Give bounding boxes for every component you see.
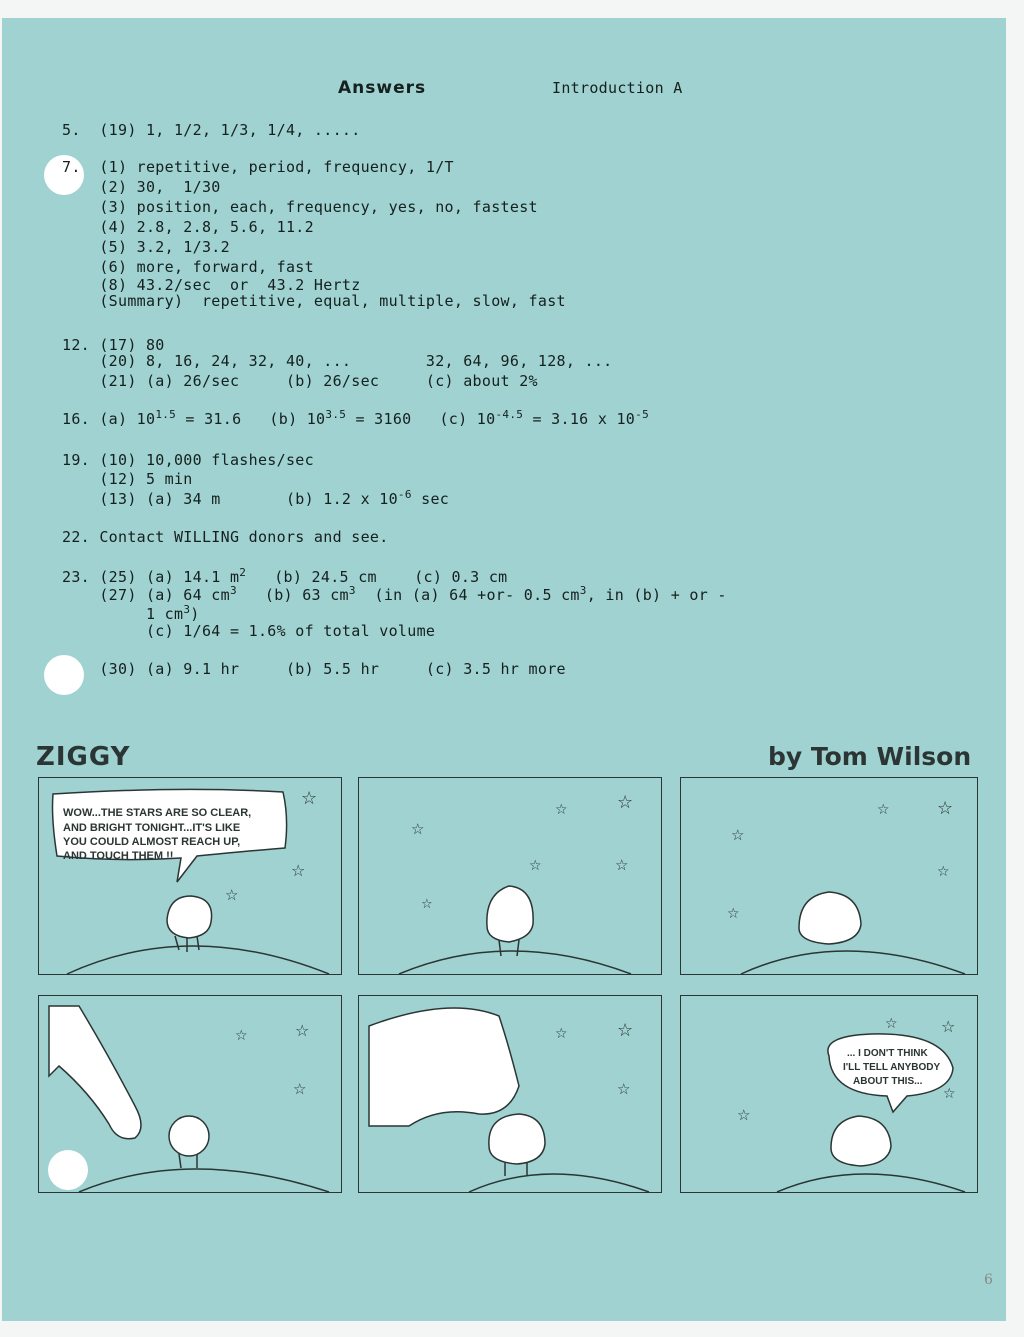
star-icon: ☆ <box>617 1080 631 1098</box>
exponent: 1.5 <box>155 408 177 421</box>
answer-line-segment: sec <box>411 490 450 508</box>
panel-art <box>359 996 661 1192</box>
panel-art <box>39 778 341 974</box>
star-icon: ☆ <box>885 1016 898 1032</box>
panel-art <box>681 996 977 1192</box>
star-icon: ☆ <box>941 1017 956 1036</box>
star-icon: ☆ <box>421 897 433 912</box>
star-icon: ☆ <box>225 886 239 904</box>
comic-panel-6 <box>680 995 978 1193</box>
balloon-line: ... I DON'T THINK <box>847 1048 928 1059</box>
panel-art <box>681 778 977 974</box>
star-icon: ☆ <box>529 858 542 874</box>
ziggy-character <box>799 892 861 944</box>
answer-line-27 <box>62 584 727 604</box>
star-icon: ☆ <box>937 864 950 880</box>
star-icon: ☆ <box>943 1086 956 1102</box>
answer-line: 5. (19) 1, 1/2, 1/3, 1/4, ..... <box>62 121 361 139</box>
answer-line: (4) 2.8, 2.8, 5.6, 11.2 <box>62 218 314 236</box>
answer-line-segment: (b) 63 cm <box>236 586 349 604</box>
star-icon: ☆ <box>617 792 634 813</box>
exponent: 3.5 <box>325 408 347 421</box>
ziggy-character <box>169 1116 209 1168</box>
star-icon: ☆ <box>737 1106 751 1124</box>
answer-line-segment: , in (b) + or - <box>586 586 727 604</box>
answer-line: 12. (17) 80 <box>62 336 165 354</box>
answer-line-27-cont <box>62 603 200 623</box>
hill <box>399 951 631 974</box>
answer-line: 22. Contact WILLING donors and see. <box>62 528 389 546</box>
star-icon: ☆ <box>731 826 745 844</box>
answer-line: (8) 43.2/sec or 43.2 Hertz <box>62 276 361 294</box>
answer-line: 19. (10) 10,000 flashes/sec <box>62 451 314 469</box>
exponent: 3 <box>348 584 356 597</box>
hill <box>469 1174 649 1192</box>
answer-line-segment: 16. (a) 10 <box>62 410 156 428</box>
star-icon: ☆ <box>727 906 740 922</box>
balloon-line: YOU COULD ALMOST REACH UP, <box>63 836 241 848</box>
answer-line-25 <box>62 566 508 586</box>
answer-line: (2) 30, 1/30 <box>62 178 221 196</box>
answer-line: (3) position, each, frequency, yes, no, fastest <box>62 198 538 216</box>
giant-finger <box>49 1006 141 1139</box>
comic-panel-4 <box>38 995 342 1193</box>
ziggy-character <box>831 1116 891 1166</box>
panel-art <box>359 778 661 974</box>
ziggy-character <box>167 896 212 952</box>
hill <box>67 946 329 974</box>
hill <box>79 1169 329 1192</box>
answer-line-segment: (in (a) 64 +or- 0.5 cm <box>355 586 580 604</box>
answer-line: (20) 8, 16, 24, 32, 40, ... 32, 64, 96, 128, ... <box>62 352 613 370</box>
star-icon: ☆ <box>235 1028 248 1044</box>
answer-line: 7. (1) repetitive, period, frequency, 1/T <box>62 158 454 176</box>
comic-panel-5 <box>358 995 662 1193</box>
answer-line-13 <box>62 488 449 508</box>
answer-line: (c) 1/64 = 1.6% of total volume <box>62 622 436 640</box>
comic-title: ZIGGY <box>36 742 131 772</box>
star-icon: ☆ <box>937 798 954 819</box>
exponent: 3 <box>579 584 587 597</box>
answer-line-segment: 23. (25) (a) 14.1 m <box>62 568 240 586</box>
star-icon: ☆ <box>555 1026 568 1042</box>
exponent: -6 <box>397 488 412 501</box>
answer-line-segment: ) <box>190 605 200 623</box>
star-icon: ☆ <box>555 802 568 818</box>
balloon-line: AND BRIGHT TONIGHT...IT'S LIKE <box>63 822 241 834</box>
balloon-line: ABOUT THIS... <box>853 1076 923 1087</box>
page-subtitle: Introduction A <box>552 79 683 97</box>
answer-line-segment: 1 cm <box>62 605 184 623</box>
star-icon: ☆ <box>411 820 425 838</box>
star-icon: ☆ <box>301 788 318 809</box>
ziggy-character <box>487 886 533 956</box>
hill <box>741 951 965 974</box>
answer-line: (30) (a) 9.1 hr (b) 5.5 hr (c) 3.5 hr more <box>62 660 566 678</box>
exponent: -5 <box>635 408 650 421</box>
answer-line-segment: = 31.6 (b) 10 <box>176 410 326 428</box>
answer-line-segment: = 3160 (c) 10 <box>346 410 496 428</box>
comic-panel-1 <box>38 777 342 975</box>
answer-line-segment: = 3.16 x 10 <box>523 410 636 428</box>
ziggy-character <box>489 1114 545 1176</box>
page-number: 6 <box>984 1272 993 1288</box>
balloon-line: I'LL TELL ANYBODY <box>843 1062 941 1073</box>
answer-line: (21) (a) 26/sec (b) 26/sec (c) about 2% <box>62 372 538 390</box>
answer-line-segment: (27) (a) 64 cm <box>62 586 230 604</box>
balloon-line: WOW...THE STARS ARE SO CLEAR, <box>63 807 252 819</box>
exponent: -4.5 <box>495 408 524 421</box>
star-icon: ☆ <box>293 1080 307 1098</box>
answer-line: (6) more, forward, fast <box>62 258 314 276</box>
panel-art <box>39 996 341 1192</box>
answer-line: (5) 3.2, 1/3.2 <box>62 238 230 256</box>
exponent: 2 <box>239 566 247 579</box>
exponent: 3 <box>183 603 191 616</box>
balloon-line: AND TOUCH THEM !! <box>63 850 174 862</box>
comic-panel-3 <box>680 777 978 975</box>
star-icon: ☆ <box>877 802 890 818</box>
page-title: Answers <box>338 78 427 98</box>
comic-panel-2 <box>358 777 662 975</box>
star-icon: ☆ <box>617 1020 634 1041</box>
comic-byline: by Tom Wilson <box>768 742 972 771</box>
star-icon: ☆ <box>291 861 306 880</box>
answer-line-16 <box>62 408 649 428</box>
giant-hand <box>369 1008 519 1126</box>
answer-line: (12) 5 min <box>62 470 193 488</box>
star-icon: ☆ <box>295 1021 310 1040</box>
answer-line-segment: (13) (a) 34 m (b) 1.2 x 10 <box>62 490 398 508</box>
hill <box>777 1174 965 1192</box>
exponent: 3 <box>229 584 237 597</box>
star-icon: ☆ <box>615 856 629 874</box>
answer-line-segment: (b) 24.5 cm (c) 0.3 cm <box>246 568 508 586</box>
answer-line: (Summary) repetitive, equal, multiple, slow, fast <box>62 292 566 310</box>
